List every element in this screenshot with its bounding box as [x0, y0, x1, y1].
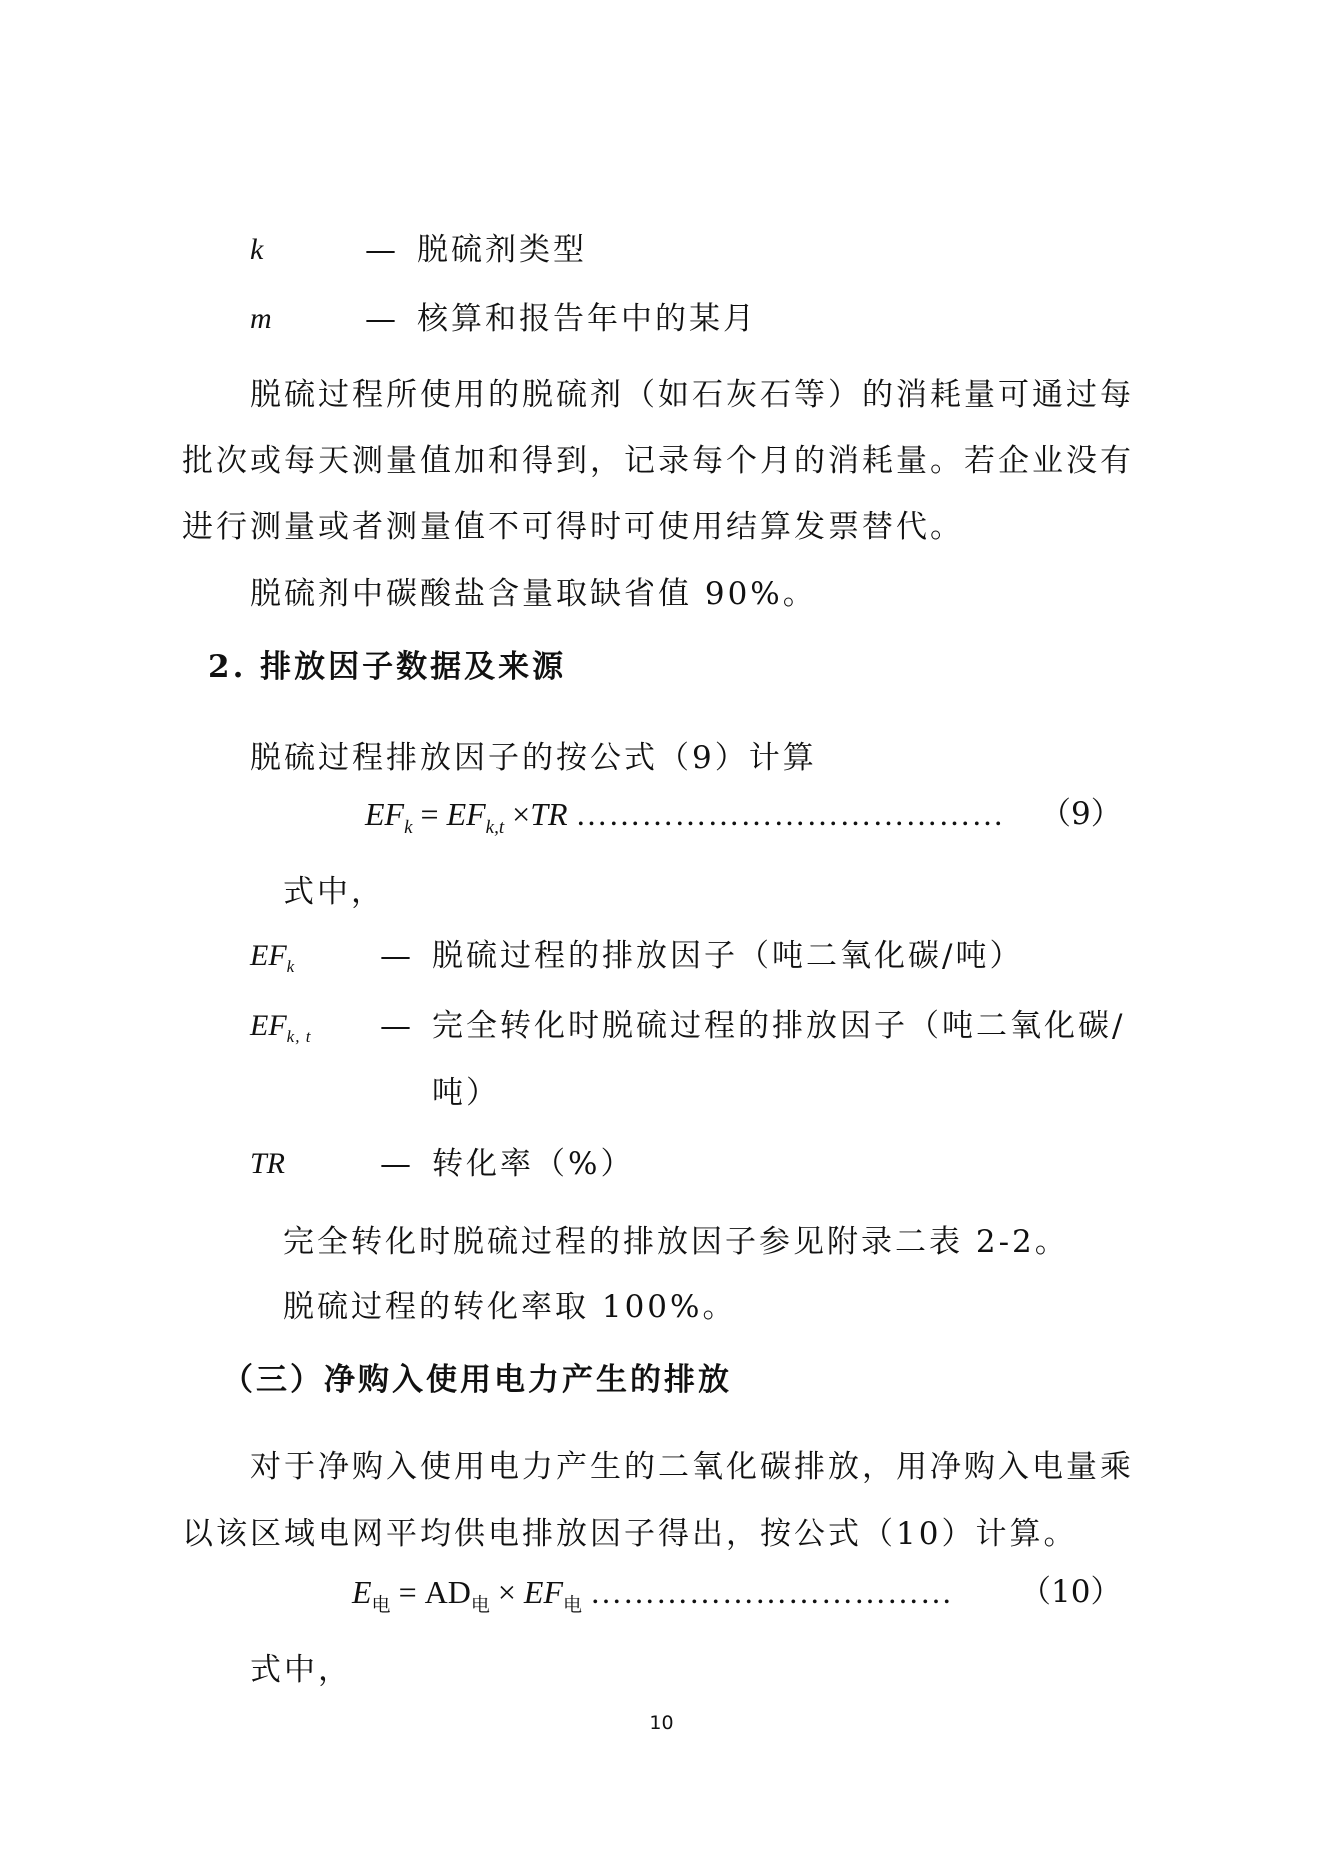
definition-dash: —: [365, 232, 396, 268]
definition-efkt: 完全转化时脱硫过程的排放因子（吨二氧化碳/: [432, 1008, 1126, 1044]
paragraph-line: 脱硫剂中碳酸盐含量取缺省值 90%。: [250, 576, 817, 612]
leader-dots: …………………………………: [575, 796, 1005, 832]
formula-term: EF: [523, 1574, 563, 1610]
formula-subscript: 电: [371, 1595, 391, 1616]
times-sign: ×: [512, 796, 531, 832]
definition-tr: 转化率（%）: [432, 1146, 635, 1182]
formula-subscript: k,t: [485, 817, 505, 838]
definition-dash: —: [380, 1008, 411, 1044]
formula-term: EF: [446, 796, 486, 832]
paragraph-line: 对于净购入使用电力产生的二氧化碳排放，用净购入电量乘: [250, 1449, 1134, 1485]
formula-10: [352, 1570, 953, 1628]
formula-subscript: k: [404, 817, 413, 838]
symbol-m: m: [250, 302, 272, 335]
equals-sign: =: [420, 796, 439, 832]
equation-number: （10）: [1020, 1574, 1122, 1610]
paragraph-line: 完全转化时脱硫过程的排放因子参见附录二表 2-2。: [283, 1224, 1069, 1260]
equals-sign: =: [398, 1574, 417, 1610]
where-label: 式中，: [250, 1652, 352, 1688]
formula-subscript: 电: [470, 1595, 490, 1616]
symbol-k: k: [250, 233, 264, 266]
formula-term: TR: [530, 796, 568, 832]
definition-k: 脱硫剂类型: [417, 232, 587, 268]
formula-subscript: 电: [562, 1595, 582, 1616]
leader-dots: ……………………………: [590, 1574, 953, 1610]
section-heading: （三）净购入使用电力产生的排放: [222, 1362, 732, 1398]
symbol-efkt: $EF_{k, t}$: [250, 1009, 312, 1046]
paragraph-line: 脱硫过程所使用的脱硫剂（如石灰石等）的消耗量可通过每: [250, 377, 1134, 413]
paragraph-line: 批次或每天测量值加和得到，记录每个月的消耗量。若企业没有: [182, 443, 1134, 479]
times-sign: ×: [497, 1574, 516, 1610]
formula-term: E: [352, 1574, 372, 1610]
definition-m: 核算和报告年中的某月: [417, 301, 757, 337]
symbol-tr: TR: [250, 1147, 286, 1180]
paragraph-line: 以该区域电网平均供电排放因子得出，按公式（10）计算。: [182, 1516, 1078, 1552]
paragraph-line: 脱硫过程的转化率取 100%。: [283, 1289, 737, 1325]
definition-dash: —: [365, 301, 396, 337]
paragraph-line: 脱硫过程排放因子的按公式（9）计算: [250, 740, 817, 776]
page-number: 10: [649, 1712, 674, 1734]
equation-number: （9）: [1040, 796, 1122, 832]
paragraph-line: 进行测量或者测量值不可得时可使用结算发票替代。: [182, 509, 964, 545]
definition-efkt-continued: 吨）: [432, 1075, 500, 1111]
definition-dash: —: [380, 1146, 411, 1182]
where-label: 式中，: [283, 874, 385, 910]
formula-9: [365, 792, 1005, 850]
formula-term: AD: [424, 1574, 471, 1610]
symbol-efk: $EF_k$: [250, 939, 296, 976]
formula-term: EF: [365, 796, 405, 832]
definition-dash: —: [380, 938, 411, 974]
section-heading: 2. 排放因子数据及来源: [208, 649, 567, 685]
definition-efk: 脱硫过程的排放因子（吨二氧化碳/吨）: [432, 938, 1024, 974]
